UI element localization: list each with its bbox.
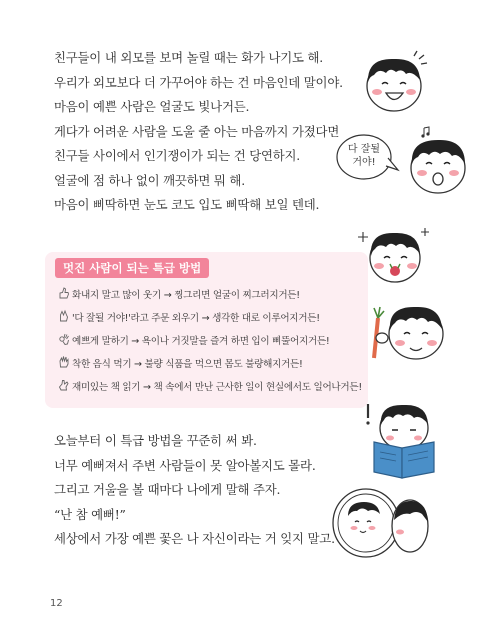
tips-box [45, 252, 368, 408]
top-paragraph [54, 46, 364, 218]
fingers-crossed-hand-icon [57, 309, 71, 323]
text-line: 마음이 삐딱하면 눈도 코도 입도 삐딱해 보일 텐데. [54, 197, 320, 212]
ok-hand-icon [57, 332, 71, 346]
bottom-paragraph [54, 429, 364, 552]
text-line: 친구들 사이에서 인기쟁이가 되는 건 당연하지. [54, 148, 301, 163]
smiling-child-face-illustration [362, 48, 434, 114]
child-in-mirror-illustration [330, 484, 430, 562]
tip-item [57, 378, 362, 393]
text-line: 오늘부터 이 특급 방법을 꾸준히 써 봐. [54, 433, 257, 448]
sparkling-child-face-illustration [355, 218, 435, 294]
text-line: 세상에서 가장 예쁜 꽃은 나 자신이라는 거 잊지 말고. [54, 531, 335, 546]
hand-gesture-icon [57, 378, 71, 392]
tip-text: 재미있는 책 읽기 → 책 속에서 만난 근사한 일이 현실에서도 일어나거든! [72, 382, 362, 393]
text-line: 마음이 예쁜 사람은 얼굴도 빛나거든. [54, 99, 250, 114]
tip-text: 예쁘게 말하기 → 욕이나 거짓말을 즐겨 하면 입이 삐뚤어지거든! [72, 336, 330, 347]
text-line: 게다가 어려운 사람을 도울 줄 아는 마음까지 가졌다면 [54, 123, 340, 139]
tip-text: 착한 음식 먹기 → 불량 식품을 먹으면 몸도 불량해지거든! [72, 359, 303, 370]
tip-text: '다 잘될 거야!'라고 주문 외우기 → 생각한 대로 이루어지거든! [72, 313, 320, 324]
tip-text: 화내지 말고 많이 웃기 → 찡그리면 얼굴이 찌그러지거든! [72, 290, 300, 301]
child-reading-book-illustration [360, 398, 452, 480]
text-line: 너무 예뻐져서 주변 사람들이 못 알아볼지도 몰라. [54, 457, 316, 473]
text-line: “난 참 예뻐!” [54, 506, 126, 522]
tips-title: 멋진 사람이 되는 특급 방법 [55, 258, 209, 278]
text-line: 얼굴에 점 하나 없이 깨끗하면 뭐 해. [54, 172, 245, 188]
tip-item [57, 286, 300, 301]
tip-item [57, 355, 303, 370]
speech-bubble-line: 다 잘될 [347, 144, 381, 155]
open-hand-icon [57, 355, 71, 369]
speech-bubble-text [343, 143, 385, 169]
speech-bubble-line: 거야! [352, 157, 376, 168]
child-with-carrot-illustration [368, 296, 450, 368]
text-line: 그리고 거울을 볼 때마다 나에게 말해 주자. [54, 482, 281, 497]
page-number: 12 [50, 598, 63, 609]
tip-item [57, 309, 320, 324]
text-line: 우리가 외모보다 더 가꾸어야 하는 건 마음인데 말이야. [54, 74, 343, 90]
text-line: 친구들이 내 외모를 보며 놀릴 때는 화가 나기도 해. [54, 50, 324, 65]
tip-item [57, 332, 329, 347]
thumbs-up-hand-icon [57, 286, 71, 300]
